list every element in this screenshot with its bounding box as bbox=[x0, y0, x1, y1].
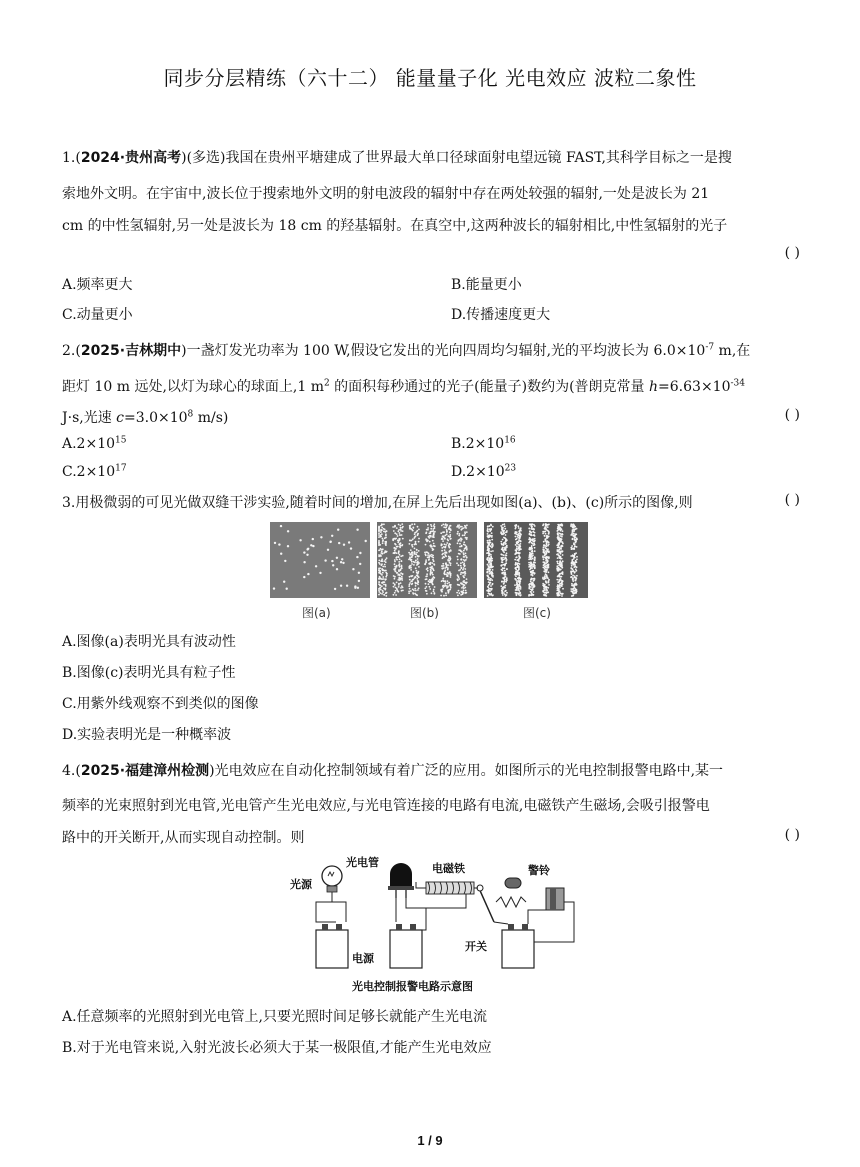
alarm-bell-icon bbox=[505, 878, 564, 910]
label-light-source: 光源 bbox=[290, 878, 312, 891]
page-number: 1 / 9 bbox=[417, 1133, 443, 1148]
figure-a-caption: 图(a) bbox=[302, 606, 331, 620]
q1-source: 2024·贵州高考 bbox=[80, 150, 182, 166]
q1-answer-blank: ( ) bbox=[784, 245, 800, 261]
q1-option-b: B.能量更小 bbox=[451, 277, 522, 293]
figure-c-caption: 图(c) bbox=[523, 606, 551, 620]
q4-source: 2025·福建漳州检测 bbox=[80, 763, 210, 779]
q4-line-3: 路中的开关断开,从而实现自动控制。则 bbox=[62, 830, 305, 846]
q3-stem: 3.用极微弱的可见光做双缝干涉实验,随着时间的增加,在屏上先后出现如图(a)、(b)、(c)所示的图像,则 bbox=[62, 495, 693, 511]
q3-answer-blank: ( ) bbox=[784, 492, 800, 508]
label-switch: 开关 bbox=[465, 940, 487, 953]
q3-option-b: B.图像(c)表明光具有粒子性 bbox=[62, 665, 236, 681]
q2-source: 2025·吉林期中 bbox=[80, 343, 182, 359]
q1-line-2: 索地外文明。在宇宙中,波长位于搜索地外文明的射电波段的辐射中存在两处较强的辐射,一处是波长为 21 bbox=[62, 186, 710, 202]
q4-answer-blank: ( ) bbox=[784, 827, 800, 843]
q1-option-a: A.频率更大 bbox=[62, 277, 133, 293]
q4-line-2: 频率的光束照射到光电管,光电管产生光电效应,与光电管连接的电路有电流,电磁铁产生磁场,会吸引报警电 bbox=[62, 798, 710, 814]
q2-line-3: J·s,光速 $c=3.0\times 10^8$ m/s) bbox=[62, 409, 229, 426]
q3-option-c: C.用紫外线观察不到类似的图像 bbox=[62, 696, 259, 712]
q1-line-3: cm 的中性氢辐射,另一处是波长为 18 cm 的羟基辐射。在真空中,这两种波长的辐射相比,中性氢辐射的光子 bbox=[62, 218, 728, 234]
light-bulb-icon bbox=[322, 866, 342, 892]
q1-line-1: 1.(2024·贵州高考)(多选)我国在贵州平塘建成了世界最大单口径球面射电望远镜 FAST,其科学目标之一是搜 bbox=[62, 150, 732, 166]
q4-line-1: 4.(2025·福建漳州检测)光电效应在自动化控制领域有着广泛的应用。如图所示的光电控制报警电路中,某一 bbox=[62, 763, 724, 779]
q2-option-b: $B.2\times 10^{16}$ bbox=[451, 435, 516, 452]
circuit-caption: 光电控制报警电路示意图 bbox=[352, 980, 473, 993]
q2-line-2: 距灯 10 m 远处,以灯为球心的球面上,1 $m^2$ 的面积每秒通过的光子(能量子)数约为(普朗克常量 $h=6.63\times 10^{-34}$ bbox=[62, 378, 745, 395]
figure-b-caption: 图(b) bbox=[410, 606, 439, 620]
q4-option-b: B.对于光电管来说,入射光波长必须大于某一极限值,才能产生光电效应 bbox=[62, 1040, 492, 1056]
q2-option-d: $D.2\times 10^{23}$ bbox=[451, 463, 517, 480]
q2-line-1: 2.(2025·吉林期中)一盏灯发光功率为 100 W,假设它发出的光向四周均匀辐射,光的平均波长为 $6.0\times 10^{-7}$ m,在 bbox=[62, 342, 751, 359]
phototube-icon bbox=[388, 863, 414, 898]
q4-option-a: A.任意频率的光照射到光电管上,只要光照时间足够长就能产生光电流 bbox=[62, 1009, 488, 1025]
electromagnet-icon bbox=[426, 882, 474, 894]
q4-circuit-figure bbox=[290, 852, 580, 1001]
battery-icons bbox=[316, 924, 534, 968]
q3-option-d: D.实验表明光是一种概率波 bbox=[62, 727, 232, 743]
switch-icon bbox=[477, 885, 526, 922]
q2-answer-blank: ( ) bbox=[784, 407, 800, 423]
page-title: 同步分层精练（六十二） 能量量子化 光电效应 波粒二象性 bbox=[163, 66, 697, 90]
interference-images bbox=[270, 522, 590, 600]
q1-option-c: C.动量更小 bbox=[62, 307, 133, 323]
alarm-circuit-diagram bbox=[290, 852, 580, 997]
q3-figure-group bbox=[270, 522, 590, 604]
q3-option-a: A.图像(a)表明光具有波动性 bbox=[62, 634, 236, 650]
label-power-supply: 电源 bbox=[352, 952, 374, 965]
label-phototube: 光电管 bbox=[346, 856, 379, 869]
q1-option-d: D.传播速度更大 bbox=[451, 307, 551, 323]
q2-option-a: $A.2\times 10^{15}$ bbox=[62, 435, 127, 452]
q2-option-c: $C.2\times 10^{17}$ bbox=[62, 463, 127, 480]
label-alarm-bell: 警铃 bbox=[528, 864, 550, 877]
label-electromagnet: 电磁铁 bbox=[432, 862, 465, 875]
